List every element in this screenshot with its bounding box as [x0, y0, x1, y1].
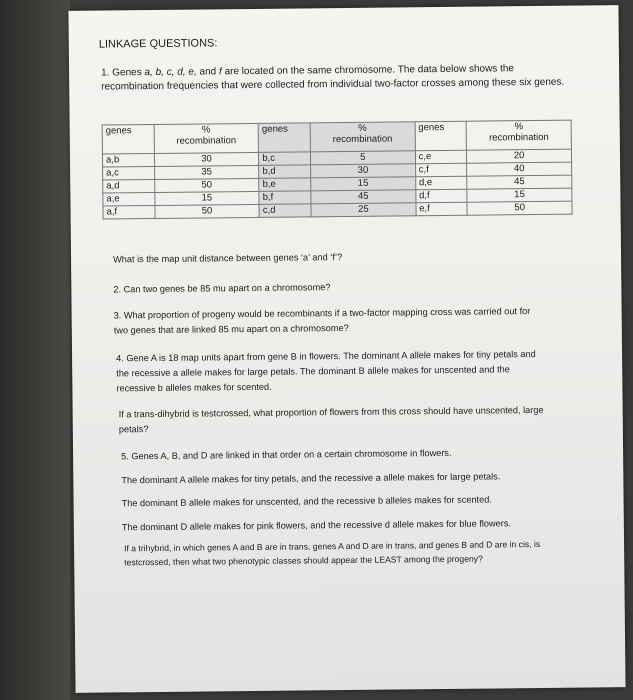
- table-cell: c,e: [415, 150, 467, 164]
- page-title: LINKAGE QUESTIONS:: [98, 37, 218, 51]
- table-cell: 50: [467, 201, 572, 215]
- table-cell: 30: [154, 152, 259, 166]
- desk-edge: [0, 0, 70, 700]
- table-header: genes: [258, 123, 310, 153]
- table-cell: a,b: [102, 154, 154, 168]
- table-cell: 15: [154, 191, 259, 205]
- table-cell: 35: [154, 165, 259, 179]
- table-cell: 40: [467, 162, 572, 176]
- recombination-table: [102, 120, 573, 220]
- table-cell: 15: [467, 188, 572, 202]
- question-5: 5. Genes A, B, and D are linked in that order on a certain chromosome in flowers.: [121, 447, 452, 462]
- table-cell: 20: [467, 149, 572, 163]
- table-cell: e,f: [416, 202, 468, 216]
- question-3: 3. What proportion of progeny would be recombinants if a two-factor mapping cross was carried out for two genes that are linked 85 mu apart on a chromosome?: [113, 306, 531, 336]
- table-cell: a,f: [103, 206, 155, 220]
- table-cell: 50: [155, 204, 260, 218]
- table-cell: 45: [311, 190, 416, 204]
- worksheet-page: [68, 5, 625, 693]
- table-cell: 45: [467, 175, 572, 189]
- table-header: % recombination: [154, 123, 259, 153]
- table-cell: a,d: [103, 180, 155, 194]
- table-header: % recombination: [310, 122, 415, 152]
- table-cell: b,c: [259, 152, 311, 166]
- table-cell: b,f: [259, 191, 311, 205]
- table-header: genes: [415, 121, 467, 151]
- table-cell: d,e: [415, 176, 467, 190]
- question-4: 4. Gene A is 18 map units apart from gene B in flowers. The dominant A allele makes for tiny petals and the recessive a allele makes for large petals. The dominant B allele makes for unscented and the recessive b alleles makes for scented.: [116, 349, 536, 394]
- question-5-allele-b: The dominant B allele makes for unscented, and the recessive b alleles makes for scented.: [121, 494, 492, 509]
- table-cell: d,f: [415, 189, 467, 203]
- table-cell: 50: [154, 178, 259, 192]
- table-cell: 25: [311, 203, 416, 217]
- question-1: What is the map unit distance between genes ‘a’ and ‘f’?: [112, 252, 343, 265]
- question-4-part-b: If a trans-dihybrid is testcrossed, what proportion of flowers from this cross should have unscented, large petals?: [118, 404, 544, 435]
- table-cell: 30: [311, 164, 416, 178]
- table-cell: 15: [311, 177, 416, 191]
- table-cell: c,f: [415, 163, 467, 177]
- question-5-trihybrid: If a trihybrid, in which genes A and B are in trans, genes A and D are in trans, and genes B and D are in cis, is testcrossed, then what two phenotypic classes should appear the LEAST among the progeny?: [124, 538, 541, 568]
- table-cell: c,d: [259, 204, 311, 218]
- table-header: genes: [102, 125, 154, 155]
- question-2: 2. Can two genes be 85 mu apart on a chromosome?: [113, 282, 331, 295]
- table-cell: b,d: [259, 165, 311, 179]
- table-cell: 5: [310, 151, 415, 165]
- question-5-allele-d: The dominant D allele makes for pink flowers, and the recessive d allele makes for blue flowers.: [121, 518, 512, 533]
- table-cell: a,e: [103, 193, 155, 207]
- table-cell: b,e: [259, 178, 311, 192]
- question-5-allele-a: The dominant A allele makes for tiny petals, and the recessive a allele makes for large petals.: [121, 471, 501, 486]
- question-1-intro: 1. Genes a, b, c, d, e, and f are located on the same chromosome. The data below shows the recombination frequencies that were collected from individual two-factor crosses among these six genes.: [101, 63, 565, 93]
- table-header: % recombination: [466, 120, 571, 150]
- table-cell: a,c: [103, 167, 155, 181]
